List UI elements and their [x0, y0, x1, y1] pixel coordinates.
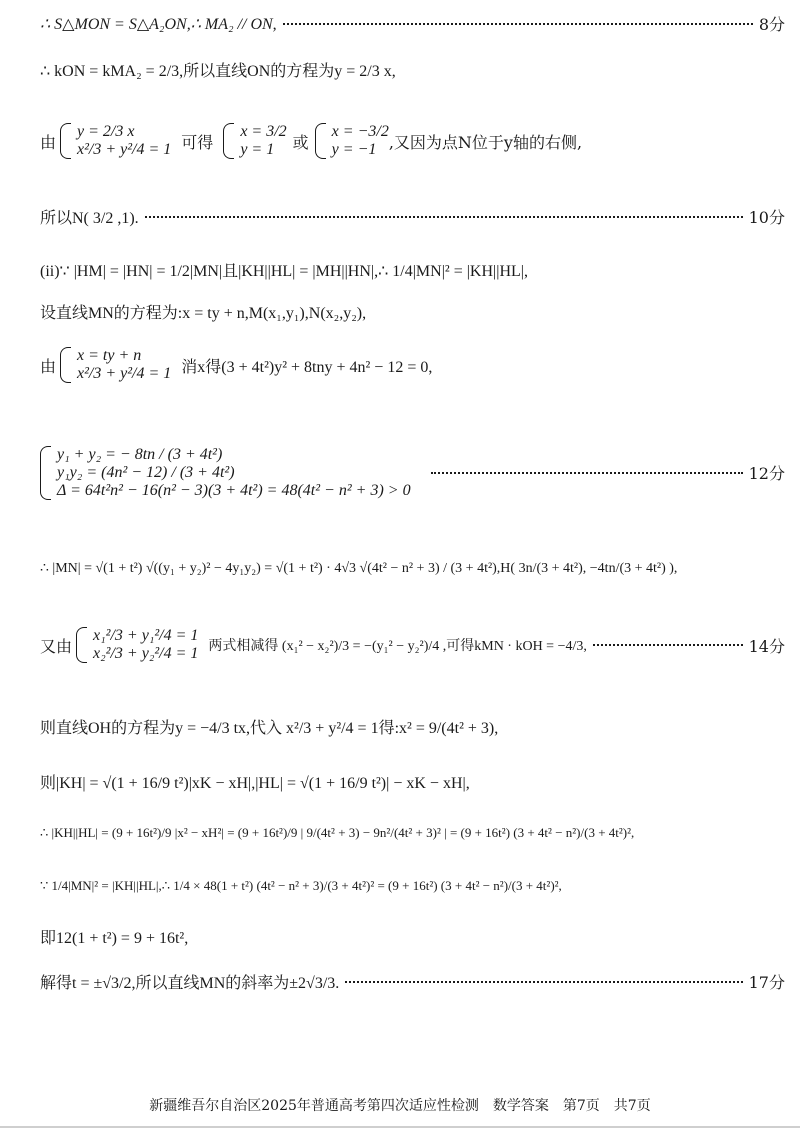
system-equation: x = ty + n [77, 347, 142, 364]
solution-equation: x = 3/2 [240, 123, 287, 140]
prefix-text: 又由 [40, 636, 73, 656]
solution-equation: y = 1 [240, 141, 275, 158]
system-equation: x²/3 + y²/4 = 1 [77, 141, 172, 158]
step-line-2 [40, 58, 785, 81]
solution-system [223, 123, 286, 159]
brace [40, 446, 51, 500]
score-mark: 8分 [758, 15, 785, 34]
score-mark: 17分 [748, 973, 785, 992]
equation-system [40, 446, 411, 500]
equation-system [60, 123, 171, 159]
step-text: 两式相减得 (x₁² − x₂²)/3 = −(y₁² − y₂²)/4 ,可得kMN · kOH = −4/3, [208, 639, 587, 654]
score-mark: 10分 [748, 208, 785, 227]
step-text: ∴ S△MON = S△A₂ON,∴ MA₂ // ON, [40, 15, 277, 33]
dot-leader [431, 472, 743, 474]
or-text: 或 [292, 132, 309, 152]
step-line-9 [40, 560, 785, 577]
step-line-11 [40, 715, 785, 738]
page-edge-divider [0, 1126, 800, 1128]
step-text: ∴ |KH||HL| = (9 + 16t²)/9 |x² − xH²| = (9 + 16t²)/9 | 9/(4t² + 3) − 9n²/(4t² + 3)² | = (9 + 16t²) (3 + 4t² − n²)/(3 + 4t²)², [40, 825, 635, 840]
dot-leader [283, 23, 753, 25]
step-line-16 [40, 970, 785, 993]
prefix-text: 由 [40, 356, 57, 376]
system-equation: y₁y₂ = (4n² − 12) / (3 + 4t²) [57, 463, 235, 481]
equation-system [60, 347, 171, 383]
step-line-12 [40, 770, 785, 793]
system-equation: Δ = 64t²n² − 16(n² − 3)(3 + 4t²) = 48(4t² − n² + 3) > 0 [57, 481, 411, 499]
dot-leader [145, 216, 743, 218]
dot-leader [593, 644, 743, 646]
solution-equation: x = −3/2 [331, 123, 389, 140]
step-line-8 [40, 415, 785, 530]
step-text: 则|KH| = √(1 + 16/9 t²)|xK − xH|,|HL| = √(1 + 16/9 t²)| − xK − xH|, [40, 775, 470, 792]
step-line-5 [40, 258, 785, 281]
step-text: 则直线OH的方程为y = −4/3 tx,代入 x²/3 + y²/4 = 1得:x² = 9/(4t² + 3), [40, 720, 499, 737]
step-line-15 [40, 925, 785, 948]
system-equation: x₁²/3 + y₁²/4 = 1 [93, 627, 199, 644]
step-line-14 [40, 878, 785, 894]
step-line-13 [40, 825, 785, 841]
system-equation: x²/3 + y²/4 = 1 [77, 365, 172, 382]
step-line-6 [40, 300, 785, 323]
solution-equation: y = −1 [331, 141, 377, 158]
step-text: 解得t = ±√3/2,所以直线MN的斜率为±2√3/3. [40, 975, 340, 992]
step-text: ∵ 1/4|MN|² = |KH||HL|,∴ 1/4 × 48(1 + t²) (4t² − n² + 3)/(3 + 4t²)² = (9 + 16t²) (3 + 4t² − n²)/(3 + 4t²)², [40, 878, 562, 893]
step-text: ∴ kON = kMA₂ = 2/3,所以直线ON的方程为y = 2/3 x, [40, 63, 396, 80]
solution-system [315, 123, 389, 159]
brace [60, 347, 71, 383]
step-text: 消x得(3 + 4t²)y² + 8tny + 4n² − 12 = 0, [181, 358, 433, 376]
step-text: 即12(1 + t²) = 9 + 16t², [40, 930, 189, 947]
brace [223, 123, 234, 159]
system-equation: y = 2/3 x [77, 123, 135, 140]
prefix-text: 由 [40, 132, 57, 152]
page-footer: 新疆维吾尔自治区2025年普通高考第四次适应性检测 数学答案 第7页 共7页 [149, 1098, 651, 1114]
step-text: (ii)∵ |HM| = |HN| = 1/2|MN|且|KH||HL| = |MH||HN|,∴ 1/4|MN|² = |KH||HL|, [40, 263, 528, 280]
score-mark: 14分 [748, 636, 785, 656]
brace [60, 123, 71, 159]
brace [315, 123, 326, 159]
step-line-7 [40, 330, 785, 400]
system-equation: y₁ + y₂ = − 8tn / (3 + 4t²) [57, 445, 223, 463]
score-mark: 12分 [748, 464, 785, 483]
system-equation: x₂²/3 + y₂²/4 = 1 [93, 645, 199, 662]
step-text: 设直线MN的方程为:x = ty + n,M(x₁,y₁),N(x₂,y₂), [40, 305, 367, 322]
brace [76, 627, 87, 663]
step-line-3 [40, 100, 785, 182]
dot-leader [345, 981, 742, 983]
step-line-1 [40, 12, 785, 35]
equation-system [76, 627, 198, 663]
step-text: ∴ |MN| = √(1 + t²) √((y₁ + y₂)² − 4y₁y₂) = √(1 + t²) · 4√3 √(4t² − n² + 3) / (3 + 4t²),H( 3n/(3 + 4t²), −4tn/(3 + 4t²) ), [40, 561, 678, 576]
connector-text: 可得 [181, 132, 214, 152]
step-text: ,又因为点N位于y轴的右侧, [388, 132, 583, 152]
step-text: 所以N( 3/2 ,1). [40, 210, 139, 227]
step-line-4 [40, 205, 785, 228]
step-line-10 [40, 600, 785, 690]
